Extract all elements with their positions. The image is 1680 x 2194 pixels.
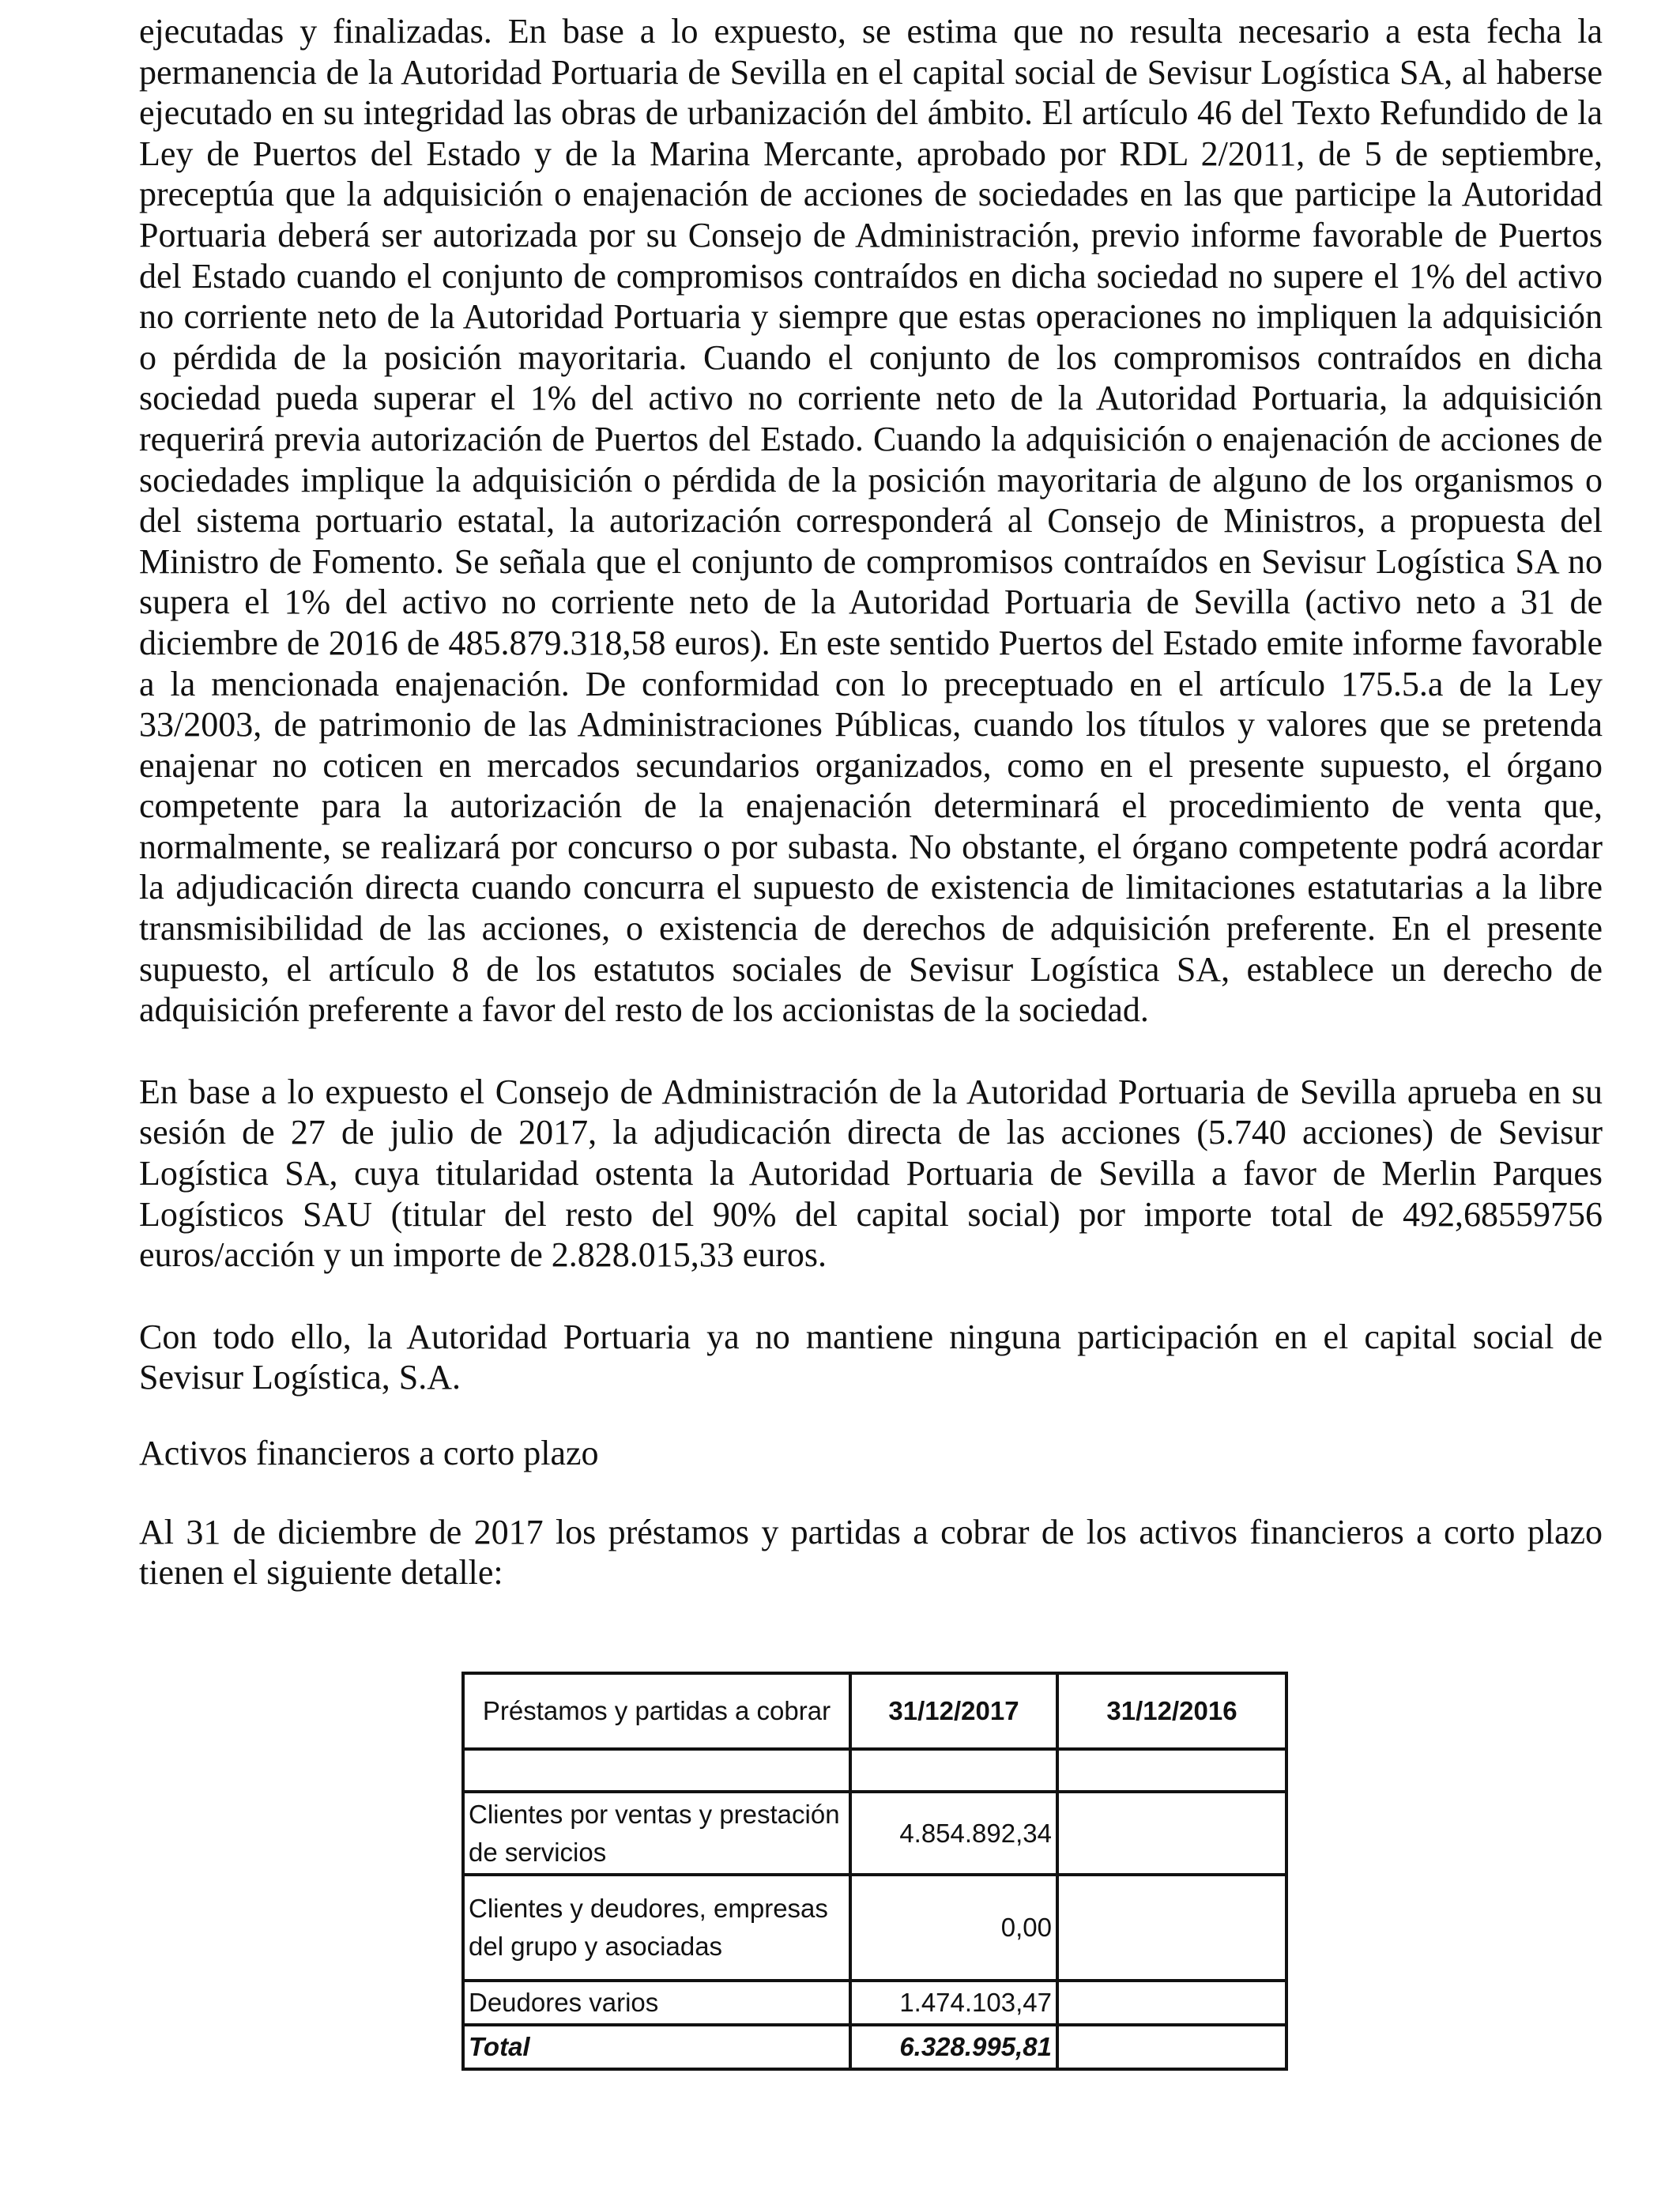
- row-value-2017: 1.474.103,47: [850, 1981, 1057, 2025]
- row-label: Clientes por ventas y prestación de servicios: [463, 1792, 850, 1875]
- row-value-2017: 0,00: [850, 1875, 1057, 1981]
- row-value-2016: [1057, 1792, 1286, 1875]
- section-heading-activos: Activos financieros a corto plazo: [139, 1434, 599, 1472]
- loans-table: [461, 1672, 1288, 2071]
- header-concept: Préstamos y partidas a cobrar: [463, 1673, 850, 1749]
- row-value-2016: [1057, 1981, 1286, 2025]
- total-label: Total: [463, 2025, 850, 2069]
- paragraph-participacion: Con todo ello, la Autoridad Portuaria ya no mantiene ninguna participación en el capital social de Sevisur Logística, S.A.: [139, 1317, 1603, 1397]
- total-value-2016: [1057, 2025, 1286, 2069]
- row-value-2016: [1057, 1749, 1286, 1792]
- row-value-2017: 4.854.892,34: [850, 1792, 1057, 1875]
- table-row: [463, 1749, 1286, 1792]
- header-2017: 31/12/2017: [850, 1673, 1057, 1749]
- paragraph-detalle: Al 31 de diciembre de 2017 los préstamos y partidas a cobrar de los activos financieros a corto plazo tienen el siguiente detalle:: [139, 1512, 1603, 1593]
- row-label: Deudores varios: [463, 1981, 850, 2025]
- table-row: [463, 1792, 1286, 1875]
- row-label: Clientes y deudores, empresas del grupo y asociadas: [463, 1875, 850, 1981]
- row-label: [463, 1749, 850, 1792]
- row-value-2017: [850, 1749, 1057, 1792]
- total-value-2017: 6.328.995,81: [850, 2025, 1057, 2069]
- table-row: [463, 1875, 1286, 1981]
- table-row: [463, 1981, 1286, 2025]
- row-value-2016: [1057, 1875, 1286, 1981]
- paragraph-adjudicacion: En base a lo expuesto el Consejo de Administración de la Autoridad Portuaria de Sevilla aprueba en su sesión de 27 de julio de 2017, la adjudicación directa de las acciones (5.740 acciones) de Sevisur Logística SA, cuya titularidad ostenta la Autoridad Portuaria de Sevilla a favor de Merlin Parques Logísticos SAU (titular del resto del 90% del capital social) por importe total de 492,68559756 euros/acción y un importe de 2.828.015,33 euros.: [139, 1072, 1603, 1275]
- table-header-row: [463, 1673, 1286, 1749]
- paragraph-enajenacion: ejecutadas y finalizadas. En base a lo expuesto, se estima que no resulta necesario a esta fecha la permanencia de la Autoridad Portuaria de Sevilla en el capital social de Sevisur Logística SA, al haberse ejecutado en su integridad las obras de urbanización del ámbito. El artículo 46 del Texto Refundido de la Ley de Puertos del Estado y de la Marina Mercante, aprobado por RDL 2/2011, de 5 de septiembre, preceptúa que la adquisición o enajenación de acciones de sociedades en las que participe la Autoridad Portuaria deberá ser autorizada por su Consejo de Administración, previo informe favorable de Puertos del Estado cuando el conjunto de compromisos contraídos en dicha sociedad no supere el 1% del activo no corriente neto de la Autoridad Portuaria y siempre que estas operaciones no impliquen la adquisición o pérdida de la posición mayoritaria. Cuando el conjunto de los compromisos contraídos en dicha sociedad pueda superar el 1% del activo no corriente neto de la Autoridad Portuaria, la adquisición requerirá previa autorización de Puertos del Estado. Cuando la adquisición o enajenación de acciones de sociedades implique la adquisición o pérdida de la posición mayoritaria de alguno de los organismos o del sistema portuario estatal, la autorización corresponderá al Consejo de Ministros, a propuesta del Ministro de Fomento. Se señala que el conjunto de compromisos contraídos en Sevisur Logística SA no supera el 1% del activo no corriente neto de la Autoridad Portuaria de Sevilla (activo neto a 31 de diciembre de 2016 de 485.879.318,58 euros). En este sentido Puertos del Estado emite informe favorable a la mencionada enajenación. De conformidad con lo preceptuado en el artículo 175.5.a de la Ley 33/2003, de patrimonio de las Administraciones Públicas, cuando los títulos y valores que se pretenda enajenar no coticen en mercados secundarios organizados, como en el presente supuesto, el órgano competente para la autorización de la enajenación determinará el procedimiento de venta que, normalmente, se realizará por concurso o por subasta. No obstante, el órgano competente podrá acordar la adjudicación directa cuando concurra el supuesto de existencia de limitaciones estatutarias a la libre transmisibilidad de las acciones, o existencia de derechos de adquisición preferente. En el presente supuesto, el artículo 8 de los estatutos sociales de Sevisur Logística SA, establece un derecho de adquisición preferente a favor del resto de los accionistas de la sociedad.: [139, 12, 1603, 1030]
- table-total-row: [463, 2025, 1286, 2069]
- header-2016: 31/12/2016: [1057, 1673, 1286, 1749]
